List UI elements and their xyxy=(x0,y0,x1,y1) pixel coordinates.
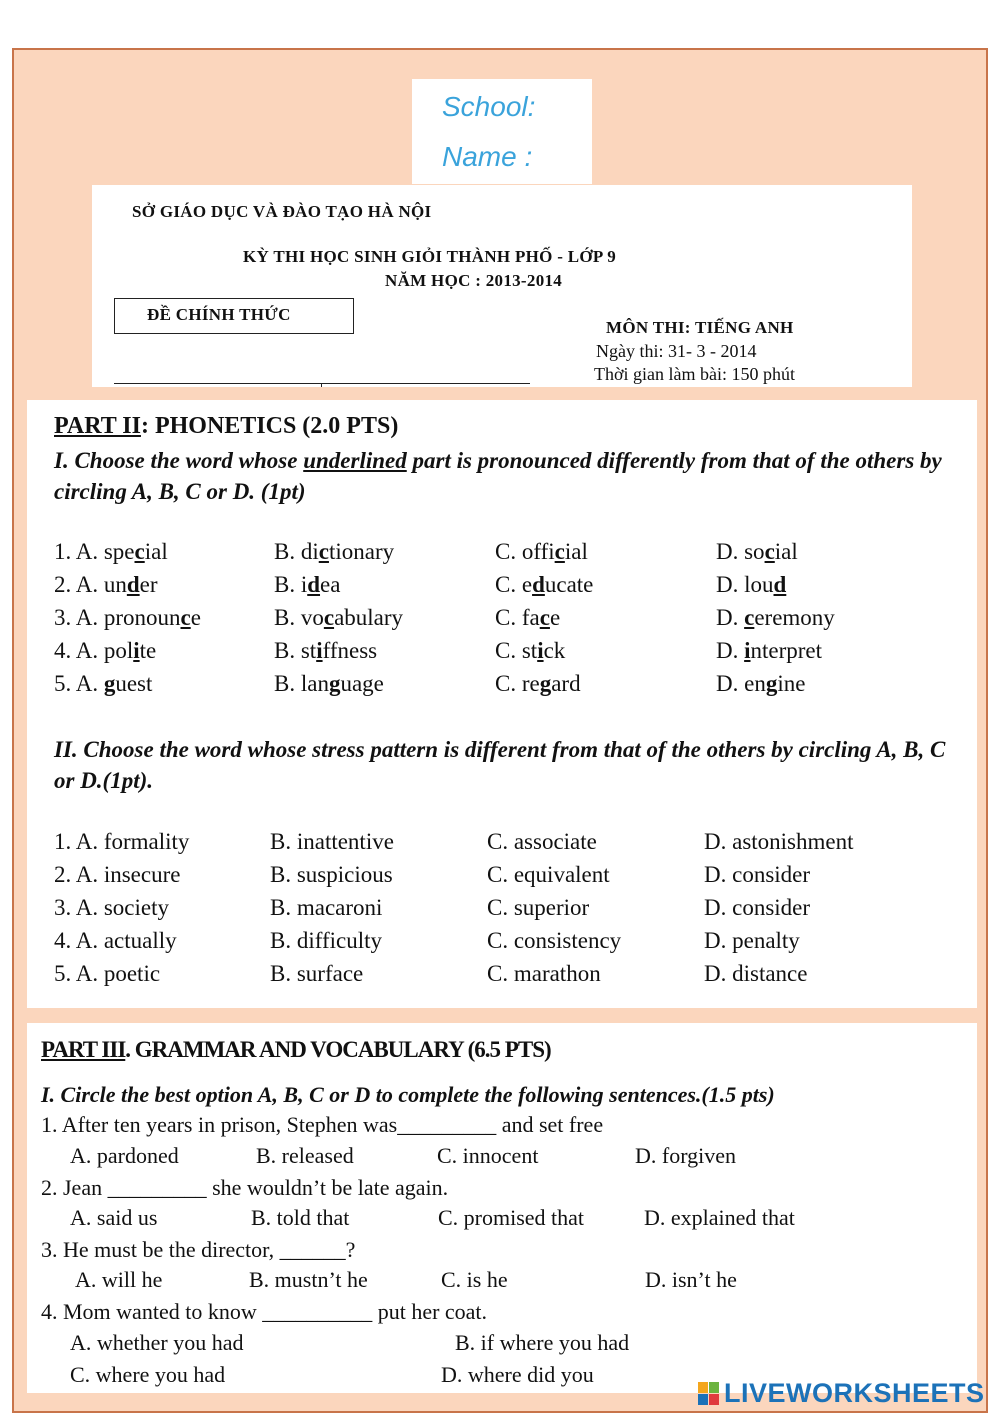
phonetics-row xyxy=(54,669,974,699)
option-text-post: ial xyxy=(564,539,588,564)
option-text-post: ine xyxy=(777,671,806,696)
stress-option[interactable]: C. marathon xyxy=(487,961,601,986)
phonetics-row xyxy=(54,636,974,666)
option-text-pre: C. st xyxy=(495,638,538,663)
stress-row xyxy=(54,893,974,923)
option-text-post: uage xyxy=(340,671,384,696)
option-text-post: ial xyxy=(144,539,168,564)
liveworksheets-logo-icon xyxy=(698,1382,720,1406)
stress-option[interactable]: 2. A. insecure xyxy=(54,862,181,887)
phonetics-option[interactable] xyxy=(495,537,588,567)
option-underlined-letter: d xyxy=(532,572,545,597)
part2-title-prefix: PART II xyxy=(54,413,141,439)
phonetics-option[interactable] xyxy=(716,537,798,567)
stress-option[interactable]: B. surface xyxy=(270,961,364,986)
stress-option[interactable]: B. suspicious xyxy=(270,862,393,887)
question-stem: 3. He must be the director, ______? xyxy=(41,1237,356,1262)
part2-section2-instructions: II. Choose the word whose stress pattern is different from that of the others by circling A, B, C or D.(1pt). xyxy=(54,737,946,793)
official-badge xyxy=(114,298,354,334)
answer-option[interactable]: C. is he xyxy=(441,1267,508,1292)
option-underlined-letter: c xyxy=(134,539,145,564)
answer-option[interactable]: A. whether you had xyxy=(70,1330,244,1355)
phonetics-option[interactable] xyxy=(54,636,156,666)
phonetics-row xyxy=(54,537,974,567)
part2-s1-instr-b: part is pronounced differently from that of the others by circling A, B, C or D. (1pt) xyxy=(54,448,942,504)
option-text-pre: 5. A. xyxy=(54,671,104,696)
answer-option[interactable]: B. released xyxy=(256,1143,354,1168)
option-text-pre: B. lan xyxy=(274,671,329,696)
part2-s1-instr-a: I. Choose the word whose xyxy=(54,448,304,473)
stress-row xyxy=(54,860,974,890)
option-text-pre: B. di xyxy=(274,539,319,564)
stress-option[interactable]: C. equivalent xyxy=(487,862,610,887)
answer-option[interactable]: D. forgiven xyxy=(635,1143,737,1168)
option-underlined-letter: d xyxy=(126,572,140,597)
option-text-post: ea xyxy=(320,572,341,597)
option-text-pre: 2. A. un xyxy=(54,572,127,597)
header-rule xyxy=(114,383,530,384)
answer-option[interactable]: A. pardoned xyxy=(70,1143,179,1168)
option-underlined-letter: i xyxy=(133,638,140,663)
student-info-card xyxy=(412,79,592,184)
option-text-post: ffness xyxy=(322,638,378,663)
option-text-pre: D. xyxy=(716,605,745,630)
answer-option[interactable]: B. mustn’t he xyxy=(249,1267,368,1292)
school-year: NĂM HỌC : 2013-2014 xyxy=(385,271,563,290)
header-rule-divider xyxy=(321,383,322,387)
option-underlined-letter: c xyxy=(554,539,565,564)
option-text-pre: C. offi xyxy=(495,539,555,564)
phonetics-option[interactable] xyxy=(54,537,168,567)
option-underlined-letter: g xyxy=(765,671,778,696)
answer-option[interactable]: D. where did you xyxy=(441,1362,594,1387)
phonetics-option[interactable] xyxy=(54,570,158,600)
answer-option[interactable]: C. where you had xyxy=(70,1362,226,1387)
option-text-pre: B. vo xyxy=(274,605,324,630)
part2-s1-instr-underlined: underlined xyxy=(303,448,407,473)
option-text-pre: 3. A. pronoun xyxy=(54,605,181,630)
option-underlined-letter: g xyxy=(103,671,116,696)
option-text-pre: B. st xyxy=(274,638,317,663)
stress-option[interactable]: B. inattentive xyxy=(270,829,394,854)
option-text-pre: D. xyxy=(716,638,745,663)
option-text-post: e xyxy=(190,605,201,630)
stress-option[interactable]: B. macaroni xyxy=(270,895,383,920)
option-underlined-letter: i xyxy=(316,638,323,663)
school-label: School: xyxy=(442,91,536,122)
stress-option[interactable]: C. consistency xyxy=(487,928,622,953)
answer-option[interactable]: D. explained that xyxy=(644,1205,795,1230)
option-text-pre: C. fa xyxy=(495,605,540,630)
answer-option[interactable]: C. innocent xyxy=(437,1143,539,1168)
stress-option[interactable]: 3. A. society xyxy=(54,895,169,920)
phonetics-option[interactable] xyxy=(495,636,565,666)
phonetics-option[interactable] xyxy=(716,636,822,666)
option-text-post: ial xyxy=(774,539,798,564)
stress-row xyxy=(54,959,974,989)
option-text-post: ard xyxy=(551,671,581,696)
answer-option[interactable]: D. isn’t he xyxy=(645,1267,737,1292)
department-name: SỞ GIÁO DỤC VÀ ĐÀO TẠO HÀ NỘI xyxy=(132,202,432,221)
phonetics-option[interactable] xyxy=(495,570,593,600)
option-text-post: nterpret xyxy=(750,638,823,663)
phonetics-option[interactable] xyxy=(274,603,403,633)
stress-option[interactable]: C. superior xyxy=(487,895,590,920)
part-phonetics xyxy=(27,400,977,1008)
option-underlined-letter: c xyxy=(323,605,335,630)
option-underlined-letter: c xyxy=(744,605,755,630)
stress-option[interactable]: D. astonishment xyxy=(704,829,854,854)
part3-instructions: I. Circle the best option A, B, C or D to complete the following sentences.(1.5 pts) xyxy=(41,1082,775,1107)
option-text-pre: D. so xyxy=(716,539,765,564)
phonetics-option[interactable] xyxy=(54,669,152,699)
watermark-text: LIVEWORKSHEETS xyxy=(724,1378,985,1408)
option-text-post: uest xyxy=(115,671,153,696)
option-underlined-letter: g xyxy=(539,671,552,696)
part2-section1-instructions xyxy=(54,445,964,507)
phonetics-option[interactable] xyxy=(716,603,835,633)
exam-date: Ngày thi: 31- 3 - 2014 xyxy=(596,341,757,361)
option-text-post: eremony xyxy=(754,605,835,630)
stress-option[interactable]: B. difficulty xyxy=(270,928,383,953)
phonetics-option[interactable] xyxy=(274,636,377,666)
answer-option[interactable]: A. said us xyxy=(70,1205,158,1230)
question-stem: 4. Mom wanted to know __________ put her coat. xyxy=(41,1299,488,1324)
phonetics-option[interactable] xyxy=(716,570,786,600)
official-label: ĐỀ CHÍNH THỨC xyxy=(147,305,291,324)
option-underlined-letter: i xyxy=(744,638,751,663)
option-text-post: e xyxy=(549,605,561,630)
stress-row xyxy=(54,926,974,956)
option-text-post: er xyxy=(139,572,158,597)
stress-option[interactable]: D. distance xyxy=(704,961,808,986)
answer-option[interactable]: B. told that xyxy=(251,1205,350,1230)
question-stem: 2. Jean _________ she wouldn’t be late again. xyxy=(41,1175,449,1200)
answer-option[interactable]: A. will he xyxy=(75,1267,163,1292)
option-underlined-letter: c xyxy=(180,605,191,630)
option-text-pre: B. i xyxy=(274,572,308,597)
phonetics-option[interactable] xyxy=(495,669,581,699)
option-text-pre: D. en xyxy=(716,671,766,696)
option-text-pre: 1. A. spe xyxy=(54,539,135,564)
stress-option[interactable]: D. penalty xyxy=(704,928,800,953)
option-text-post: ucate xyxy=(544,572,594,597)
option-underlined-letter: d xyxy=(307,572,321,597)
option-underlined-letter: c xyxy=(318,539,329,564)
stress-option[interactable]: C. associate xyxy=(487,829,597,854)
option-text-pre: 4. A. pol xyxy=(54,638,134,663)
phonetics-option[interactable] xyxy=(274,570,340,600)
part3-title-rest: . GRAMMAR AND VOCABULARY (6.5 PTS) xyxy=(125,1037,551,1062)
stress-option[interactable]: D. consider xyxy=(704,862,811,887)
phonetics-row xyxy=(54,570,974,600)
part-grammar xyxy=(27,1023,977,1393)
stress-row xyxy=(54,827,974,857)
part3-title-prefix: PART III xyxy=(41,1037,126,1062)
option-text-post: ck xyxy=(543,638,566,663)
stress-option[interactable]: 1. A. formality xyxy=(54,829,190,854)
exam-header xyxy=(92,185,912,387)
part3-title xyxy=(41,1037,551,1063)
answer-option[interactable]: B. if where you had xyxy=(455,1330,630,1355)
phonetics-option[interactable] xyxy=(274,537,394,567)
option-underlined-letter: g xyxy=(328,671,341,696)
option-text-post: tionary xyxy=(328,539,395,564)
option-text-pre: C. re xyxy=(495,671,540,696)
stress-option[interactable]: D. consider xyxy=(704,895,811,920)
option-underlined-letter: c xyxy=(764,539,775,564)
phonetics-option[interactable] xyxy=(54,603,201,633)
exam-title: KỲ THI HỌC SINH GIỎI THÀNH PHỐ - LỚP 9 xyxy=(243,247,617,266)
name-label: Name : xyxy=(442,141,533,172)
exam-duration: Thời gian làm bài: 150 phút xyxy=(594,364,795,384)
option-text-pre: C. e xyxy=(495,572,533,597)
exam-subject: MÔN THI: TIẾNG ANH xyxy=(606,318,794,337)
phonetics-option[interactable] xyxy=(495,603,560,633)
option-text-post: abulary xyxy=(334,605,404,630)
answer-option[interactable]: C. promised that xyxy=(438,1205,585,1230)
liveworksheets-watermark xyxy=(724,1378,985,1409)
option-underlined-letter: c xyxy=(539,605,550,630)
part2-title xyxy=(54,413,398,440)
question-stem: 1. After ten years in prison, Stephen was_________ and set free xyxy=(41,1112,604,1137)
part2-title-rest: : PHONETICS (2.0 PTS) xyxy=(140,413,399,439)
phonetics-option[interactable] xyxy=(716,669,805,699)
option-underlined-letter: i xyxy=(537,638,544,663)
option-underlined-letter: d xyxy=(773,572,787,597)
phonetics-option[interactable] xyxy=(274,669,384,699)
option-text-pre: D. lou xyxy=(716,572,774,597)
stress-option[interactable]: 4. A. actually xyxy=(54,928,177,953)
phonetics-row xyxy=(54,603,974,633)
option-text-post: te xyxy=(139,638,157,663)
stress-option[interactable]: 5. A. poetic xyxy=(54,961,161,986)
